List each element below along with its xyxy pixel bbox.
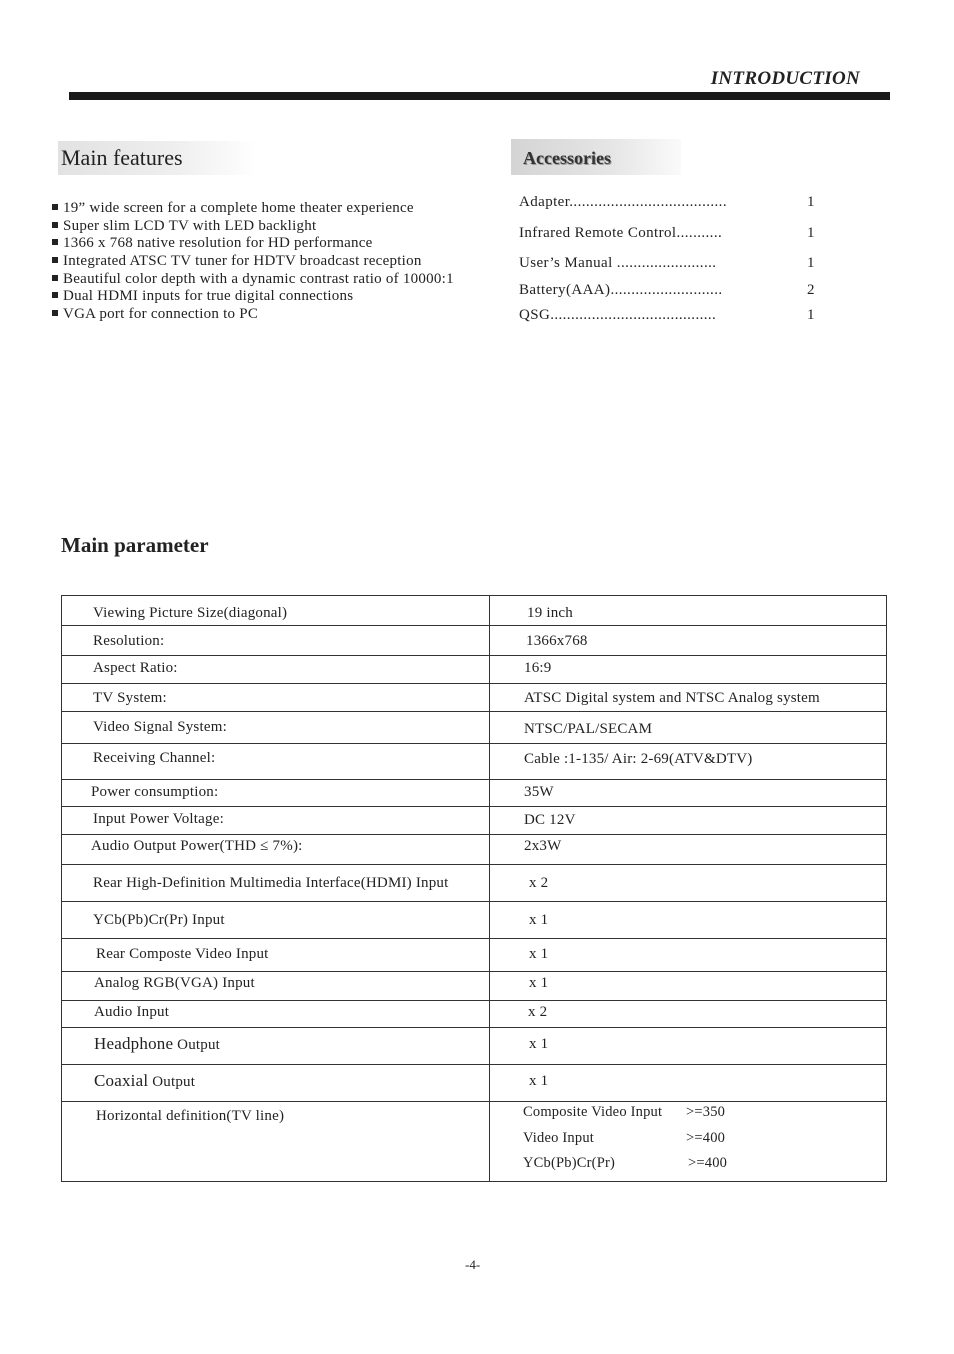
row-divider xyxy=(61,971,887,972)
param-value-spec: >=400 xyxy=(688,1155,728,1171)
row-divider xyxy=(61,1101,887,1102)
bullet-icon xyxy=(52,275,58,281)
param-label-sub: Output xyxy=(152,1074,196,1090)
feature-item: Dual HDMI inputs for true digital connections xyxy=(52,288,454,306)
row-divider xyxy=(61,1064,887,1065)
param-value: x 2 xyxy=(528,1004,548,1020)
accessory-qty: 1 xyxy=(807,225,815,241)
param-value: x 2 xyxy=(529,875,549,891)
row-divider xyxy=(61,743,887,744)
param-value-name: YCb(Pb)Cr(Pr) xyxy=(523,1155,616,1171)
row-divider xyxy=(61,625,887,626)
param-value-spec: >=400 xyxy=(686,1130,726,1146)
accessories-heading-box xyxy=(511,139,681,175)
row-divider xyxy=(61,711,887,712)
param-label-sub: Output xyxy=(177,1037,221,1053)
param-label: Horizontal definition(TV line) xyxy=(96,1108,285,1124)
param-label: Input Power Voltage: xyxy=(93,811,224,827)
param-value: x 1 xyxy=(529,946,549,962)
accessory-name: Adapter...................................... xyxy=(519,194,727,210)
param-label: Video Signal System: xyxy=(93,719,227,735)
param-value: DC 12V xyxy=(524,812,576,828)
param-value: x 1 xyxy=(529,1036,549,1052)
param-label: Rear Composte Video Input xyxy=(96,946,269,962)
param-label: YCb(Pb)Cr(Pr) Input xyxy=(93,912,225,928)
param-label-main: Headphone xyxy=(94,1034,174,1053)
header-rule xyxy=(69,92,890,100)
param-value: x 1 xyxy=(529,1073,549,1089)
bullet-icon xyxy=(52,239,58,245)
accessory-item xyxy=(519,194,819,211)
param-value: 16:9 xyxy=(524,660,552,676)
accessory-name: User’s Manual ........................ xyxy=(519,255,717,271)
table-border xyxy=(61,595,887,596)
param-value: 2x3W xyxy=(524,838,562,854)
bullet-icon xyxy=(52,310,58,316)
feature-item: Super slim LCD TV with LED backlight xyxy=(52,218,454,236)
row-divider xyxy=(61,1000,887,1001)
accessory-qty: 2 xyxy=(807,282,815,298)
param-label: Viewing Picture Size(diagonal) xyxy=(93,605,288,621)
accessory-name: QSG........................................ xyxy=(519,307,717,323)
page-number: -4- xyxy=(465,1257,481,1272)
bullet-icon xyxy=(52,257,58,263)
feature-item: Integrated ATSC TV tuner for HDTV broadcast reception xyxy=(52,253,454,271)
param-label: Audio Output Power(THD ≤ 7%): xyxy=(91,838,303,854)
bullet-icon xyxy=(52,292,58,298)
param-label: Audio Input xyxy=(94,1004,170,1020)
param-label: Resolution: xyxy=(93,633,165,649)
parameter-table xyxy=(61,595,887,1182)
row-divider xyxy=(61,834,887,835)
table-border xyxy=(61,1181,887,1182)
bullet-icon xyxy=(52,204,58,210)
accessory-name: Battery(AAA)........................... xyxy=(519,282,723,298)
feature-item: Beautiful color depth with a dynamic contrast ratio of 10000:1 xyxy=(52,271,454,289)
feature-item: 19” wide screen for a complete home theater experience xyxy=(52,200,454,218)
row-divider xyxy=(61,938,887,939)
param-label xyxy=(94,1034,220,1054)
features-list xyxy=(52,200,454,324)
row-divider xyxy=(61,1027,887,1028)
row-divider xyxy=(61,779,887,780)
param-label xyxy=(94,1071,195,1091)
param-value: 1366x768 xyxy=(526,633,588,649)
main-features-heading-box xyxy=(58,141,258,175)
param-label: Rear High-Definition Multimedia Interface(HDMI) Input xyxy=(93,875,449,891)
param-label-main: Coaxial xyxy=(94,1071,149,1090)
param-label: Receiving Channel: xyxy=(93,750,216,766)
param-value: 19 inch xyxy=(527,605,573,621)
bullet-icon xyxy=(52,222,58,228)
feature-item: VGA port for connection to PC xyxy=(52,306,454,324)
param-value: Cable :1-135/ Air: 2-69(ATV&DTV) xyxy=(524,751,753,767)
section-title: INTRODUCTION xyxy=(710,68,860,89)
accessory-item xyxy=(519,307,819,324)
accessory-item xyxy=(519,225,819,242)
row-divider xyxy=(61,683,887,684)
param-value-name: Composite Video Input xyxy=(523,1104,663,1120)
accessory-qty: 1 xyxy=(807,307,815,323)
accessory-item xyxy=(519,255,819,272)
accessories-heading: Accessories xyxy=(523,148,611,168)
row-divider xyxy=(61,806,887,807)
param-value: NTSC/PAL/SECAM xyxy=(524,721,653,737)
accessory-qty: 1 xyxy=(807,255,815,271)
row-divider xyxy=(61,655,887,656)
accessory-name: Infrared Remote Control........... xyxy=(519,225,723,241)
accessory-item xyxy=(519,282,819,299)
param-value-spec: >=350 xyxy=(686,1104,726,1120)
param-label: Aspect Ratio: xyxy=(93,660,178,676)
param-value: x 1 xyxy=(529,912,549,928)
feature-item: 1366 x 768 native resolution for HD performance xyxy=(52,235,454,253)
main-parameter-heading: Main parameter xyxy=(61,533,209,557)
param-value: ATSC Digital system and NTSC Analog system xyxy=(524,690,820,706)
param-value: 35W xyxy=(524,784,554,800)
param-value: x 1 xyxy=(529,975,549,991)
row-divider xyxy=(61,901,887,902)
accessory-qty: 1 xyxy=(807,194,815,210)
param-label: TV System: xyxy=(93,690,167,706)
param-value-name: Video Input xyxy=(523,1130,594,1146)
row-divider xyxy=(61,864,887,865)
main-features-heading: Main features xyxy=(61,145,183,170)
param-label: Analog RGB(VGA) Input xyxy=(94,975,255,991)
param-label: Power consumption: xyxy=(91,784,219,800)
